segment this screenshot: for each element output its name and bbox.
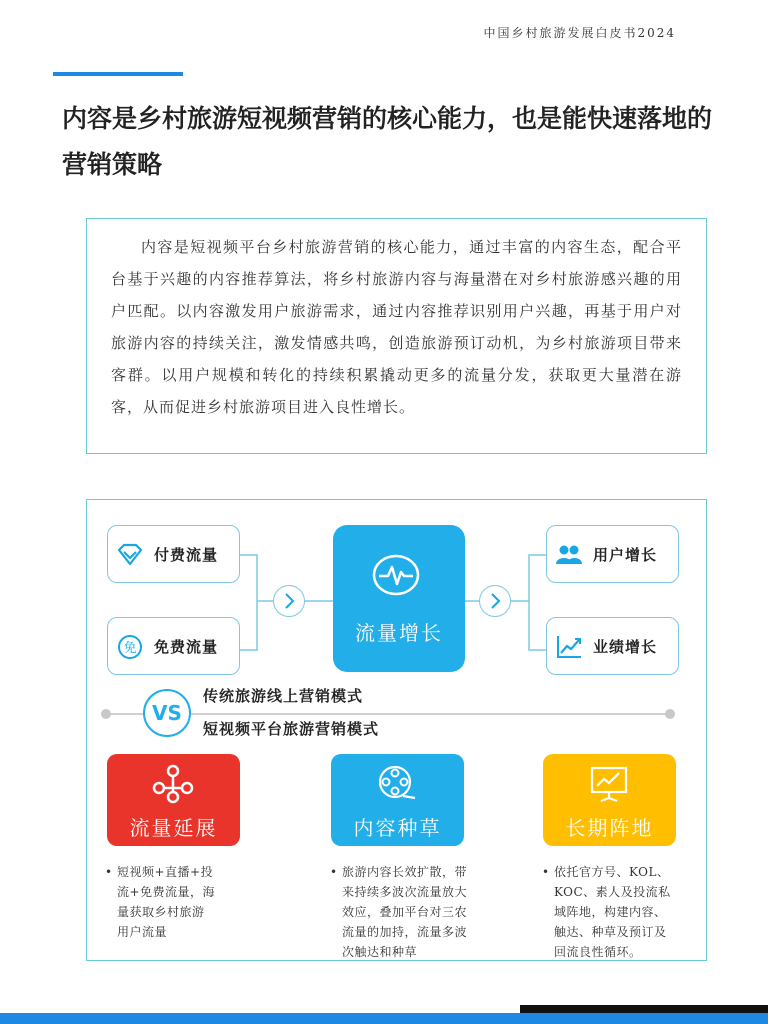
- user-growth-label: 用户增长: [593, 546, 658, 564]
- traffic-extension-card: [107, 754, 240, 846]
- film-reel-icon: [375, 764, 419, 804]
- divider-dot: [101, 709, 111, 719]
- paid-traffic-item: [107, 525, 240, 583]
- traffic-extension-bullet: • 短视频+直播+投 流+免费流量，海 量获取乡村旅游 用户流量: [105, 865, 216, 939]
- vs-badge: VS: [143, 689, 191, 737]
- free-traffic-label: 免费流量: [154, 638, 219, 656]
- footer-blue-bar: [0, 1013, 768, 1024]
- traditional-model-label: 传统旅游线上营销模式: [203, 687, 364, 705]
- intro-paragraph: 内容是短视频平台乡村旅游营销的核心能力，通过丰富的内容生态，配合平台基于兴趣的内容推荐算法，将乡村旅游内容与海量潜在对乡村旅游感兴趣的用户匹配。以内容激发用户旅游需求，通过内容推荐识别用户兴趣，再基于用户对旅游内容的持续关注，激发情感共鸣，创造旅游预订动机，为乡村旅游项目带来客群。以用户规模和转化的持续积累撬动更多的流量分发，获取更大量潜在游客，从而促进乡村旅游项目进入良性增长。: [111, 238, 682, 416]
- diamond-icon: [116, 542, 144, 568]
- free-traffic-item: [107, 617, 240, 675]
- content-seeding-bullet: • 旅游内容长效扩散，带 来持续多波次流量放大 效应，叠加平台对三农 流量的加持，流量多波 次触达和种草: [330, 865, 468, 959]
- network-icon: [151, 764, 195, 804]
- page-title: 内容是乡村旅游短视频营销的核心能力，也是能快速落地的营销策略: [62, 104, 713, 179]
- svg-text:免: 免: [123, 641, 137, 656]
- title-accent-bar: [53, 72, 183, 76]
- presentation-screen-icon: [587, 764, 631, 804]
- intro-text-box: [86, 218, 707, 454]
- performance-growth-label: 业绩增长: [593, 638, 658, 656]
- user-growth-item: [546, 525, 679, 583]
- footer-dark-bar: [520, 1005, 768, 1013]
- performance-growth-item: [546, 617, 679, 675]
- content-seeding-card: [331, 754, 464, 846]
- traffic-extension-label: 流量延展: [129, 816, 218, 840]
- marketing-model-diagram: [86, 499, 707, 961]
- chevron-right-icon: [479, 585, 511, 617]
- traffic-growth-hub: [333, 525, 465, 672]
- users-icon: [555, 542, 583, 568]
- traffic-growth-label: 流量增长: [355, 621, 443, 645]
- pulse-icon: [371, 553, 421, 597]
- running-header-title: 中国乡村旅游发展白皮书2024: [483, 26, 676, 40]
- long-term-base-bullet: • 依托官方号、KOL、 KOC、素人及投流私 域阵地，构建内容、 触达、种草及预订及 回流良性循环。: [542, 865, 671, 959]
- content-seeding-label: 内容种草: [353, 816, 442, 840]
- free-icon: [116, 634, 144, 660]
- chevron-right-icon: [273, 585, 305, 617]
- long-term-base-card: [543, 754, 676, 846]
- trend-chart-icon: [555, 634, 583, 660]
- short-video-model-label: 短视频平台旅游营销模式: [203, 720, 380, 738]
- paid-traffic-label: 付费流量: [154, 546, 219, 564]
- divider-dot: [665, 709, 675, 719]
- long-term-base-label: 长期阵地: [565, 816, 654, 840]
